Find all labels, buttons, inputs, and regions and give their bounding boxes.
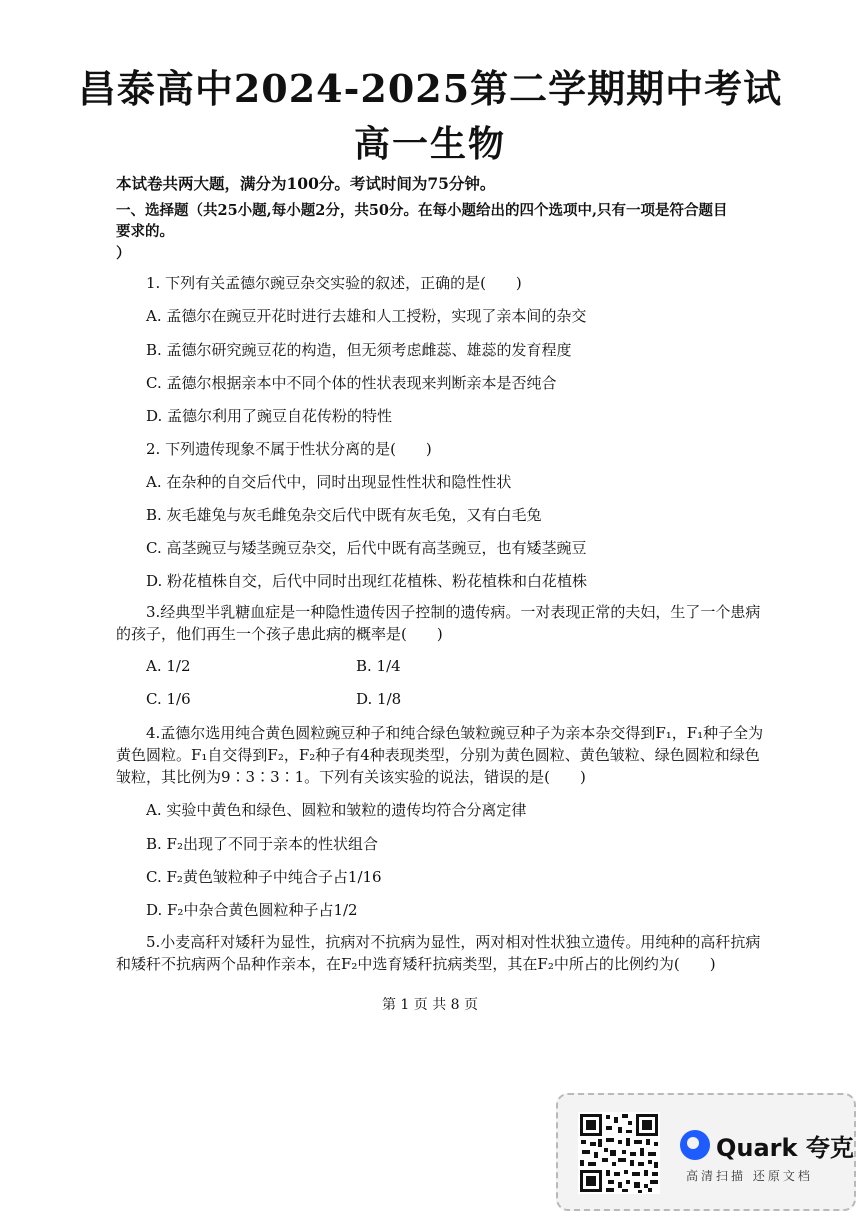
section-heading-cont: 要求的。 — [116, 223, 174, 240]
question-4-stem-cont-2: 皱粒，其比例为9∶3∶3∶1。下列有关该实验的说法，错误的是( ) — [116, 768, 586, 786]
question-3-stem-cont: 的孩子，他们再生一个孩子患此病的概率是( ) — [116, 625, 443, 643]
question-1-stem: 1. 下列有关孟德尔豌豆杂交实验的叙述，正确的是( ) — [146, 274, 522, 292]
question-1-option-c: C. 孟德尔根据亲本中不同个体的性状表现来判断亲本是否纯合 — [146, 374, 557, 392]
quark-badge[interactable] — [556, 1093, 856, 1211]
question-4-option-c: C. F₂黄色皱粒种子中纯合子占1/16 — [146, 868, 382, 886]
question-5-stem: 5.小麦高秆对矮秆为显性，抗病对不抗病为显性，两对相对性状独立遗传。用纯种的高秆抗病 — [146, 933, 761, 951]
section-heading-paren: ） — [116, 245, 131, 262]
quark-tagline: 高清扫描 还原文档 — [686, 1169, 813, 1183]
question-2-option-a: A. 在杂种的自交后代中，同时出现显性性状和隐性性状 — [146, 473, 512, 491]
question-3-option-a: A. 1/2 — [146, 657, 191, 675]
question-2-option-c: C. 高茎豌豆与矮茎豌豆杂交，后代中既有高茎豌豆，也有矮茎豌豆 — [146, 539, 587, 557]
qr-code — [578, 1112, 660, 1194]
exam-title: 昌泰高中2024-2025第二学期期中考试 — [77, 66, 783, 111]
question-4-stem: 4.孟德尔选用纯合黄色圆粒豌豆种子和纯合绿色皱粒豌豆种子为亲本杂交得到F₁，F₁种子全为 — [146, 724, 764, 742]
quark-brand: Quark 夸克 — [716, 1134, 854, 1162]
exam-subject: 高一生物 — [353, 123, 506, 165]
question-1-option-b: B. 孟德尔研究豌豆花的构造，但无须考虑雌蕊、雄蕊的发育程度 — [146, 341, 572, 359]
page-number: 第 1 页 共 8 页 — [381, 997, 479, 1013]
question-4-option-b: B. F₂出现了不同于亲本的性状组合 — [146, 835, 378, 853]
question-2-stem: 2. 下列遗传现象不属于性状分离的是( ) — [146, 440, 432, 458]
question-3-stem: 3.经典型半乳糖血症是一种隐性遗传因子控制的遗传病。一对表现正常的夫妇，生了一个患病 — [146, 603, 761, 621]
question-5-stem-cont: 和矮秆不抗病两个品种作亲本，在F₂中选育矮秆抗病类型，其在F₂中所占的比例约为( ) — [116, 955, 716, 973]
question-1-option-a: A. 孟德尔在豌豆开花时进行去雄和人工授粉，实现了亲本间的杂交 — [146, 307, 587, 325]
question-3-option-c: C. 1/6 — [146, 690, 191, 708]
question-3-option-b: B. 1/4 — [356, 657, 401, 675]
question-4-option-d: D. F₂中杂合黄色圆粒种子占1/2 — [146, 901, 358, 919]
question-3-option-d: D. 1/8 — [356, 690, 402, 708]
question-2-option-b: B. 灰毛雄兔与灰毛雌兔杂交后代中既有灰毛兔，又有白毛兔 — [146, 506, 542, 524]
question-4-option-a: A. 实验中黄色和绿色、圆粒和皱粒的遗传均符合分离定律 — [146, 801, 527, 819]
section-heading: 一、选择题（共25小题,每小题2分，共50分。在每小题给出的四个选项中,只有一项是符合题目 — [116, 202, 728, 219]
exam-intro: 本试卷共两大题，满分为100分。考试时间为75分钟。 — [116, 174, 496, 193]
quark-logo-icon — [680, 1130, 710, 1160]
question-2-option-d: D. 粉花植株自交，后代中同时出现红花植株、粉花植株和白花植株 — [146, 572, 588, 590]
question-1-option-d: D. 孟德尔利用了豌豆自花传粉的特性 — [146, 407, 393, 425]
question-4-stem-cont: 黄色圆粒。F₁自交得到F₂，F₂种子有4种表现类型，分别为黄色圆粒、黄色皱粒、绿色圆粒和绿色 — [116, 746, 760, 764]
